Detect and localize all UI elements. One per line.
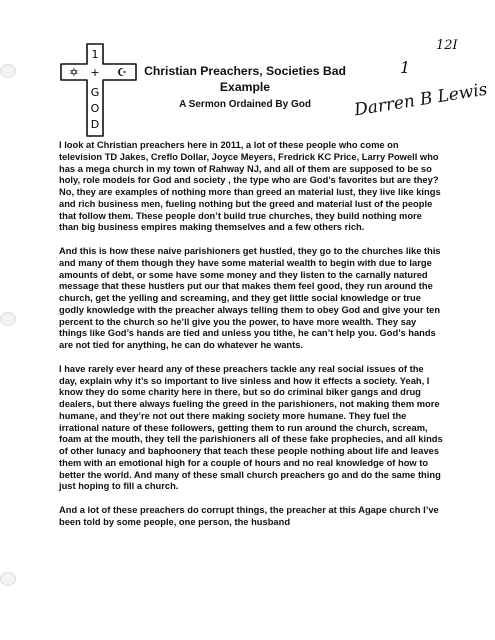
document-title-line-2: Example [219,80,271,94]
signature-text: Darren B Lewis [352,79,489,121]
punch-hole-middle [0,312,16,326]
body-paragraph-1: I look at Christian preachers here in 2011, a lot of these people who come on television TD Jakes, Creflo Dollar, Joyce Meyers, Fredrick KC Price, Larry Powell who has a mega church in my town of Rahway NJ, and all of them are supposed to be so holy, role models for God and society , the type who are God’s favorites but are they? No, they are examples of nothing more than greed an material lust, they live like kings and rich business men, fueling nothing but the greed and material lust of the people that follow them. These people don’t build true churches, they build nothing more than big business empires making themselves and a few others rich. [59,140,441,233]
body-paragraph-4: And a lot of these preachers do corrupt things, the preacher at this Agape church I’ve been told by some people, one person, the husband [59,505,439,527]
signature-drawing [352,76,489,124]
sermon-body [59,140,443,541]
cross-letter-d: D [90,118,100,131]
document-title-line-1: Christian Preachers, Societies Bad [144,64,346,78]
cross-logo [60,42,140,143]
cross-letter-g: G [90,86,100,99]
body-paragraph-2: And this is how these naive parishioners get hustled, they go to the churches like this and many of them though they have some material wealth to begin with due to large amounts of debt, or some have some money and they listen to the carnally natured message that these hustlers put our that makes them feel good, they run around the church, get the yelling and screaming, and they get little social knowledge or true godly knowledge with the preacher always telling them to obey God and give your ten percent to the church so he’ll give you the power, to have more wealth. They say things like God’s hands are tied and unless you tithe, he can’t help you. God’s hands are not tied for anything, he can do whatever he wants. [59,246,441,350]
page-number-top: 12I [436,38,458,53]
document-subtitle: A Sermon Ordained By God [179,99,311,110]
crescent-star-icon: ☪ [117,66,127,79]
cross-letter-o: O [90,102,100,115]
handwritten-signature [352,76,489,129]
body-paragraph-3: I have rarely ever heard any of these preachers tackle any real social issues of the day, explain why it’s so important to live sinless and how it effects a society. Yeah, I know they do some charity here in there, but so do criminal biker gangs and drug dealers, but there always fueling the greed in the parishioners, not making them more humane, and they’re not out there making society more humane. They fuel the irrational nature of these followers, getting them to run around the church, scream, foam at the mouth, they tell the parishioners all of these fake prophecies, and all kinds of other lunacy and baphoonery that teach these people nothing about life and leaves them with an emotional high for a couple of hours and no real knowledge of how to better the world. And many of these small church preachers go and do the same thing just hoping to fill a church. [59,363,443,492]
punch-hole-top [0,64,16,78]
cross-drawing [60,42,140,138]
punch-hole-bottom [0,572,16,586]
cross-top-symbol: 1 [91,48,99,61]
cross-middle-symbol: + [90,66,100,79]
page-number-handwritten: 1 [400,58,411,77]
star-of-david-icon: ✡ [69,66,79,79]
